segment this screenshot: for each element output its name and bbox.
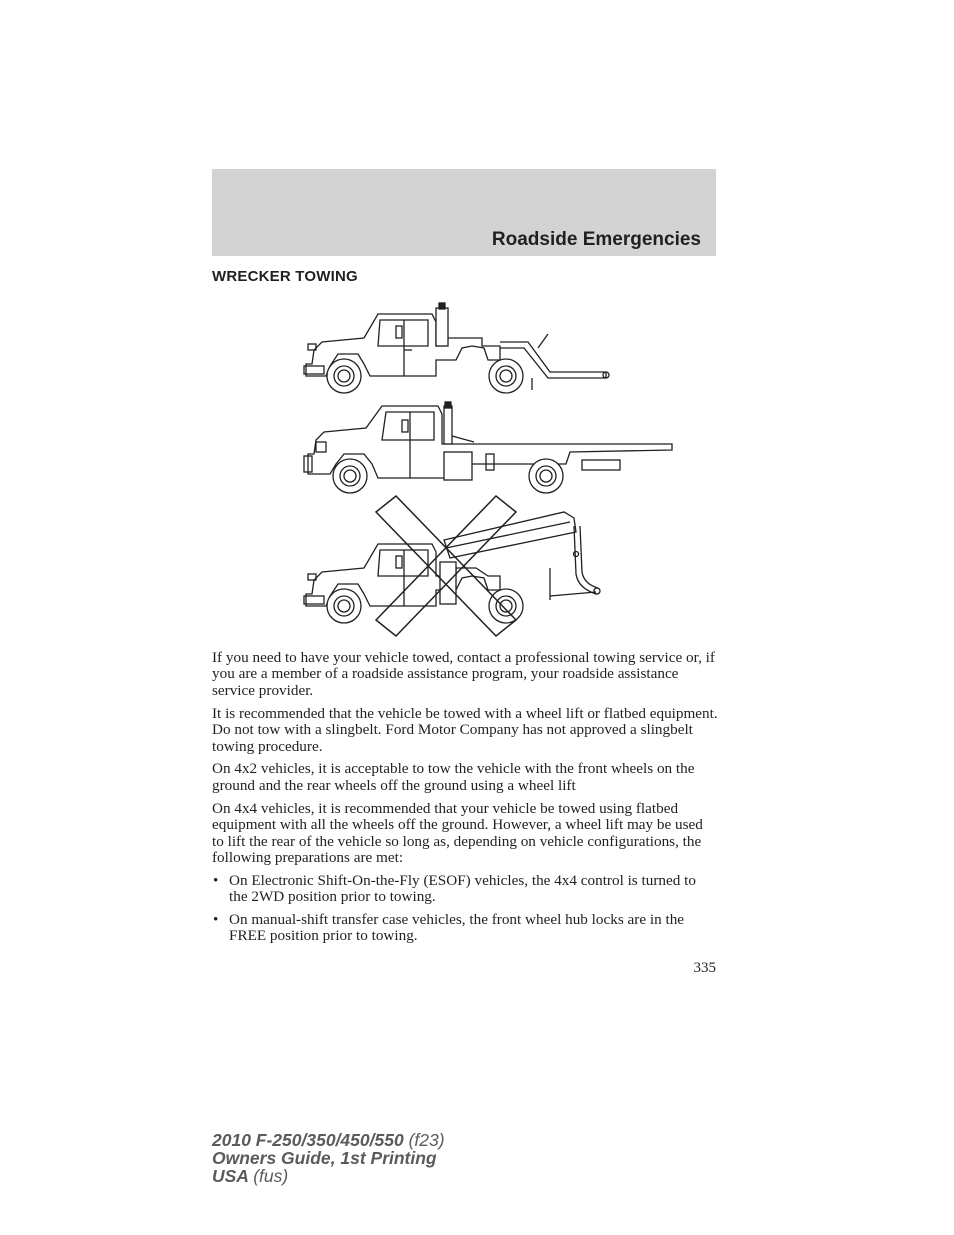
bullet-icon: • bbox=[213, 871, 219, 889]
chapter-title: Roadside Emergencies bbox=[491, 229, 701, 250]
list-item-text: On manual-shift transfer case vehicles, the front wheel hub locks are in the FREE position prior to towing. bbox=[229, 910, 685, 945]
list-item-text: On Electronic Shift-On-the-Fly (ESOF) vehicles, the 4x4 control is turned to the 2WD position prior to towing. bbox=[229, 871, 696, 906]
paragraph: On 4x2 vehicles, it is acceptable to tow the vehicle with the front wheels on the ground and the rear wheels off the ground using a wheel lift bbox=[212, 760, 695, 794]
footer-line-2: Owners Guide, 1st Printing bbox=[212, 1148, 437, 1168]
footer-line-1 bbox=[212, 1131, 445, 1149]
paragraph: If you need to have your vehicle towed, contact a professional towing service or, if you are a member of a roadside assistance program, your roadside assistance service provider. bbox=[212, 649, 715, 699]
list-item bbox=[212, 912, 718, 945]
page-number: 335 bbox=[693, 960, 716, 976]
flatbed-tow-truck-icon bbox=[304, 402, 672, 493]
towing-illustration bbox=[300, 298, 680, 638]
paragraph: It is recommended that the vehicle be towed with a wheel lift or flatbed equipment. Do not tow with a slingbelt. Ford Motor Company has not approved a slingbelt towing procedure. bbox=[212, 704, 718, 755]
footer bbox=[212, 1131, 445, 1185]
preparation-list bbox=[212, 873, 718, 945]
bullet-icon: • bbox=[213, 910, 219, 928]
body-text bbox=[212, 650, 718, 951]
footer-region: USA bbox=[212, 1166, 249, 1186]
paragraph: On 4x4 vehicles, it is recommended that your vehicle be towed using flatbed equipment with all the wheels off the ground. However, a wheel lift may be used to lift the rear of the vehicle so long as, depending on vehicle configurations, the following preparations are met: bbox=[212, 799, 703, 866]
wheel-lift-tow-truck-icon bbox=[304, 303, 609, 393]
footer-model: 2010 F-250/350/450/550 bbox=[212, 1130, 404, 1150]
slingbelt-tow-truck-icon bbox=[304, 512, 600, 623]
footer-model-code: (f23) bbox=[408, 1130, 445, 1150]
section-heading: WRECKER TOWING bbox=[212, 268, 358, 285]
footer-region-code: (fus) bbox=[253, 1166, 289, 1186]
footer-line-3 bbox=[212, 1167, 445, 1185]
header-band bbox=[212, 169, 716, 256]
list-item bbox=[212, 873, 718, 906]
